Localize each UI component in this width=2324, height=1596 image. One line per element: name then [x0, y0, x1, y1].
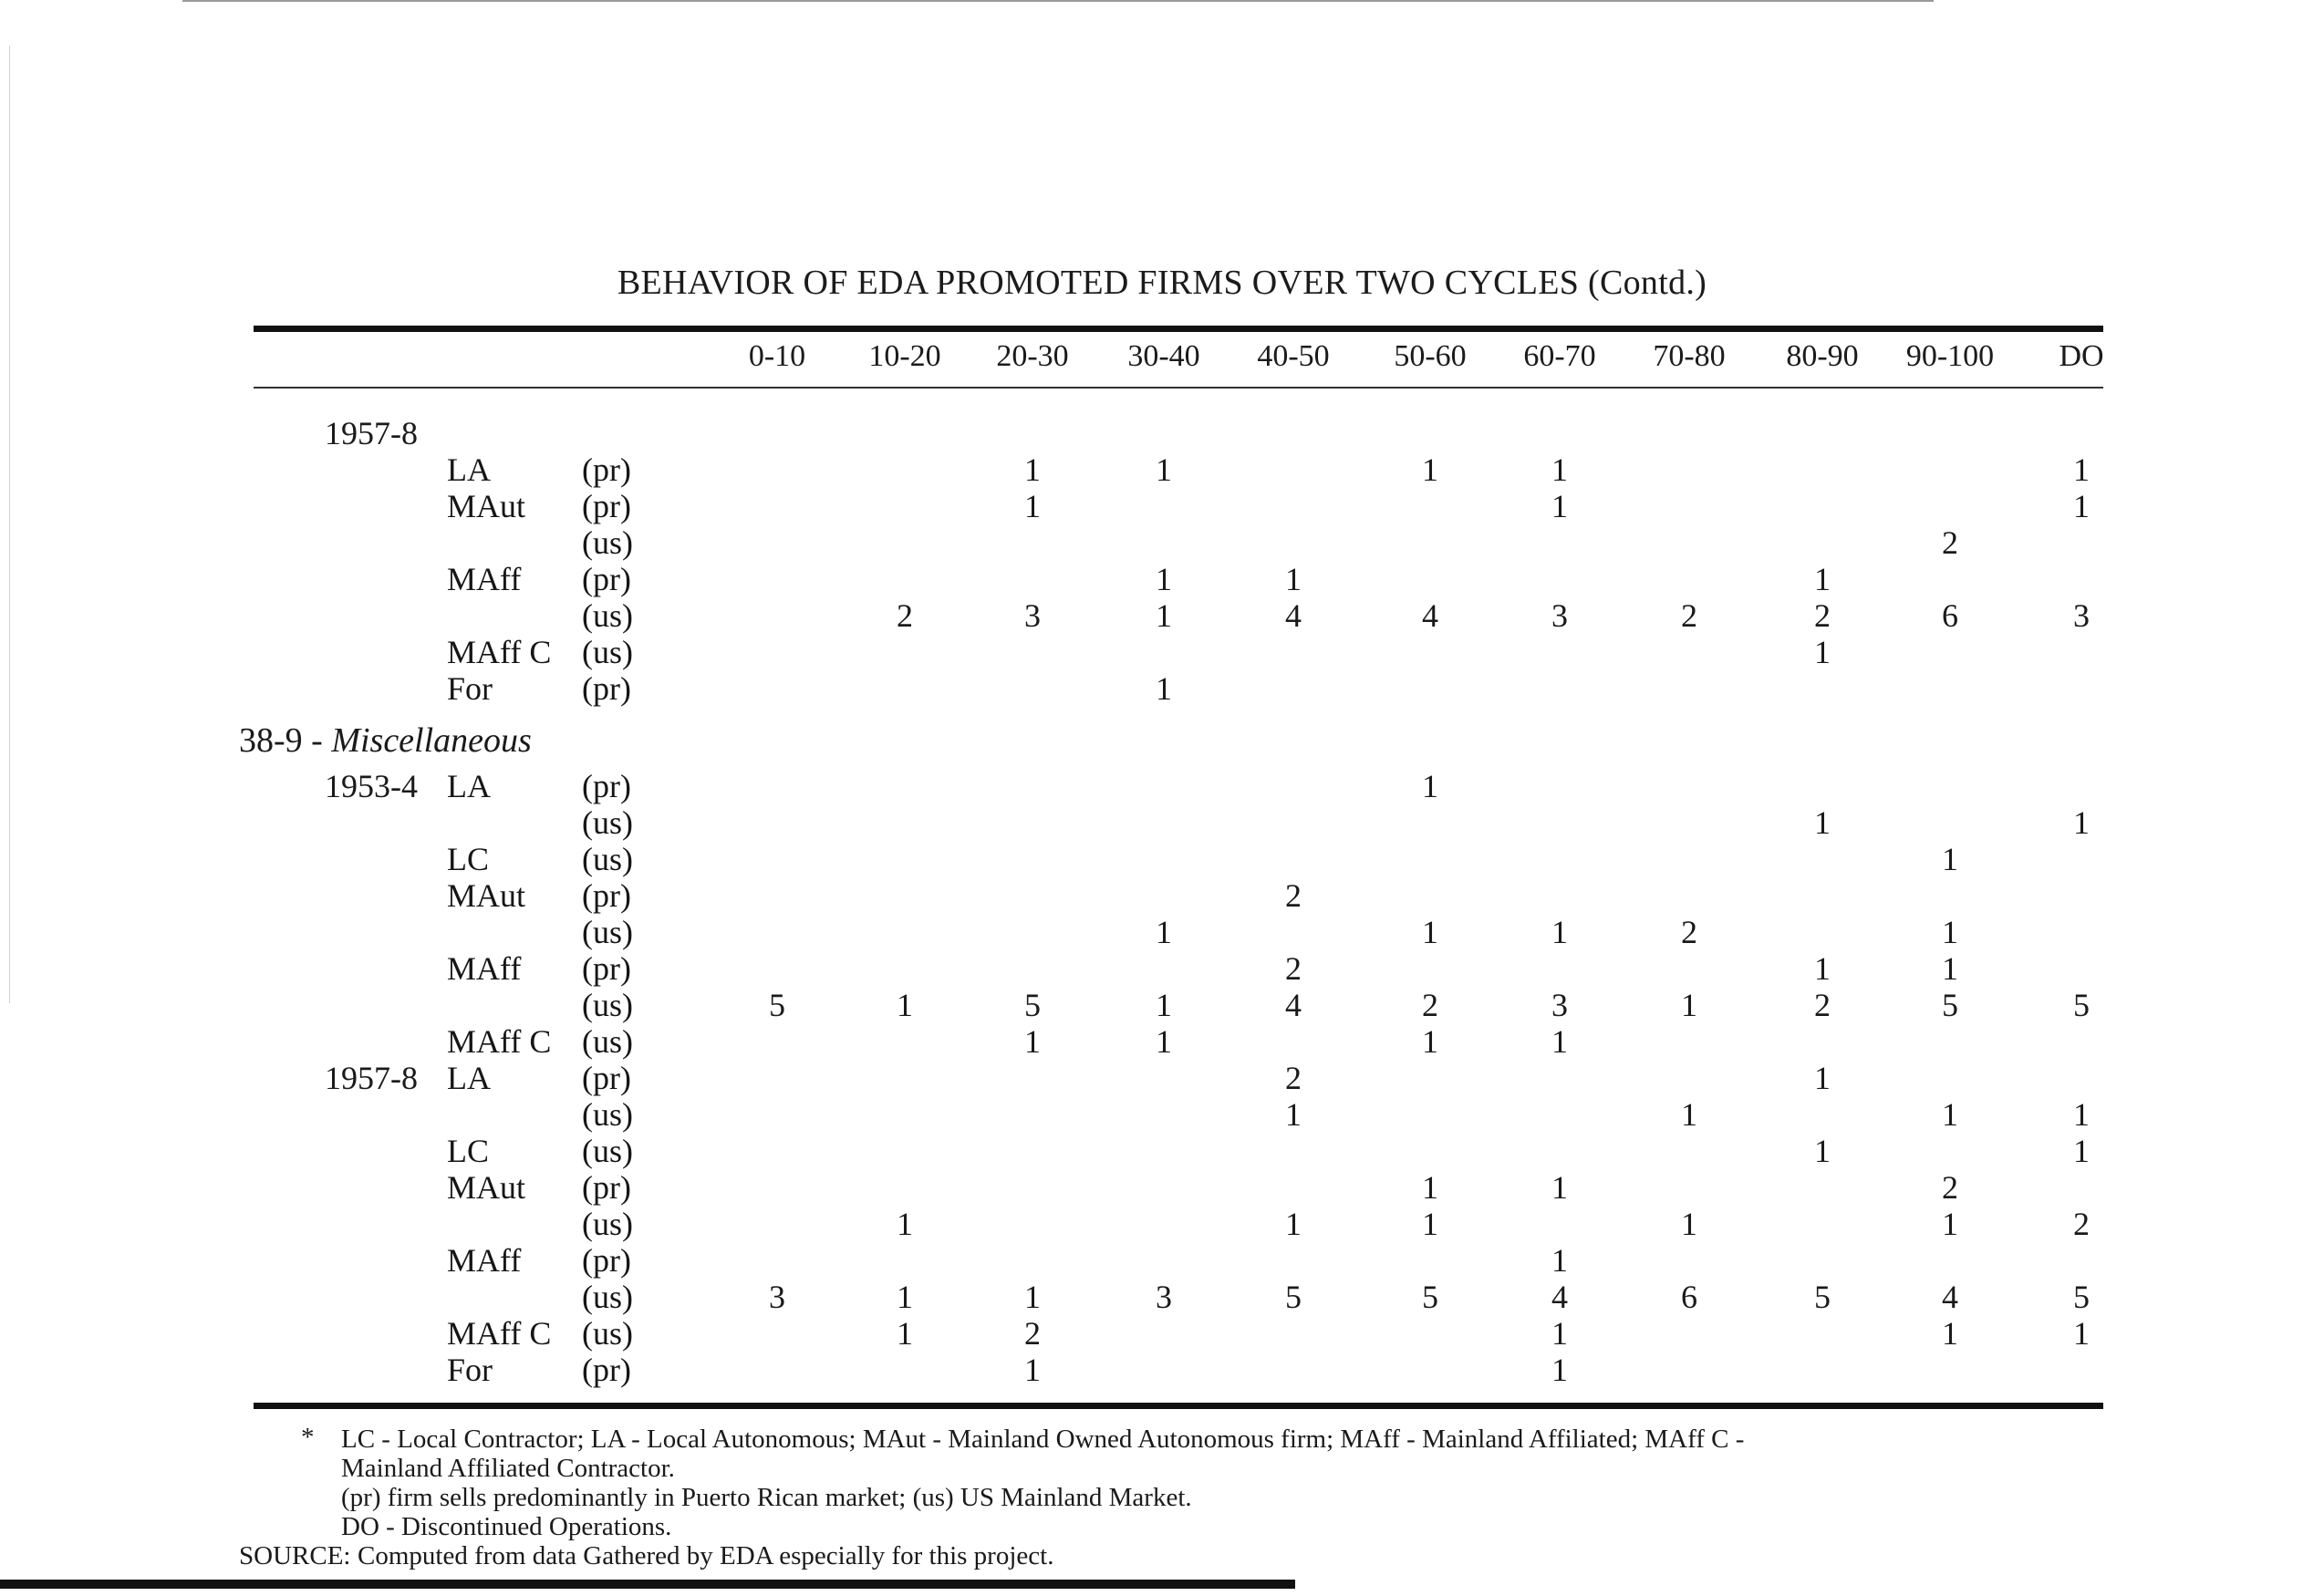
table-cell-value: 1: [1551, 1023, 1568, 1060]
row-market: (us): [582, 1133, 633, 1169]
table-cell-value: 4: [1551, 1279, 1568, 1315]
row-firm-type: MAut: [447, 488, 526, 524]
table-cell-value: 4: [1285, 987, 1302, 1023]
page-left-edge: [9, 46, 10, 1003]
page-bottom-edge: [0, 1580, 1295, 1589]
table-cell-value: 5: [1024, 987, 1041, 1023]
column-header: 50-60: [1394, 339, 1467, 373]
table-cell-value: 4: [1422, 597, 1438, 634]
row-market: (pr): [582, 488, 631, 524]
table-cell-value: 1: [1814, 804, 1831, 841]
table-title: BEHAVIOR OF EDA PROMOTED FIRMS OVER TWO CYCLES (Contd.): [617, 264, 1707, 302]
row-market: (pr): [582, 1352, 631, 1388]
table-cell-value: 3: [2073, 597, 2090, 634]
table-cell-value: 2: [1285, 1060, 1302, 1096]
table-cell-value: 1: [1551, 1242, 1568, 1279]
row-firm-type: MAff C: [447, 1023, 552, 1060]
row-market: (pr): [582, 877, 631, 914]
table-cell-value: 5: [769, 987, 785, 1023]
table-cell-value: 1: [1551, 1352, 1568, 1388]
table-cell-value: 3: [1024, 597, 1041, 634]
table-cell-value: 4: [1285, 597, 1302, 634]
footnote-line-4: DO - Discontinued Operations.: [341, 1512, 672, 1541]
row-market: (us): [582, 804, 633, 841]
column-header: 10-20: [868, 339, 941, 373]
table-cell-value: 1: [1942, 1096, 1958, 1133]
column-header: 30-40: [1127, 339, 1200, 373]
table-cell-value: 1: [1942, 950, 1958, 987]
table-cell-value: 2: [1024, 1315, 1041, 1352]
table-cell-value: 1: [1942, 841, 1958, 877]
table-cell-value: 1: [897, 1206, 913, 1242]
table-cell-value: 1: [1024, 1352, 1041, 1388]
table-cell-value: 1: [2073, 451, 2090, 488]
row-year: 1957-8: [325, 1060, 418, 1096]
column-header: 90-100: [1905, 339, 1995, 373]
table-cell-value: 2: [1942, 524, 1958, 561]
row-firm-type: MAut: [447, 1169, 526, 1206]
row-market: (us): [582, 1315, 633, 1352]
table-cell-value: 1: [2073, 1133, 2090, 1169]
table-cell-value: 2: [1942, 1169, 1958, 1206]
table-cell-value: 3: [1551, 597, 1568, 634]
table-cell-value: 3: [1156, 1279, 1172, 1315]
row-market: (us): [582, 1206, 633, 1242]
table-cell-value: 5: [2073, 1279, 2090, 1315]
table-cell-value: 1: [897, 1279, 913, 1315]
table-cell-value: 1: [1551, 488, 1568, 524]
header-bottom-rule: [254, 387, 2103, 389]
section-code: 38-9 -: [239, 721, 323, 760]
table-cell-value: 2: [1285, 950, 1302, 987]
table-cell-value: 1: [1551, 451, 1568, 488]
table-cell-value: 1: [2073, 1315, 2090, 1352]
row-firm-type: LC: [447, 1133, 490, 1169]
row-market: (us): [582, 841, 633, 877]
row-firm-type: LA: [447, 451, 491, 488]
table-cell-value: 2: [897, 597, 913, 634]
table-cell-value: 1: [1814, 561, 1831, 597]
column-header: 70-80: [1653, 339, 1726, 373]
table-cell-value: 1: [1156, 987, 1172, 1023]
page-top-edge: [182, 0, 1934, 2]
row-firm-type: LC: [447, 841, 490, 877]
table-cell-value: 2: [1285, 877, 1302, 914]
table-cell-value: 1: [1551, 1169, 1568, 1206]
column-header: 80-90: [1786, 339, 1859, 373]
row-firm-type: MAut: [447, 877, 526, 914]
row-market: (pr): [582, 768, 631, 804]
table-cell-value: 1: [1156, 1023, 1172, 1060]
table-cell-value: 1: [1422, 1206, 1438, 1242]
table-cell-value: 1: [1681, 1206, 1697, 1242]
source-label: SOURCE:: [239, 1541, 351, 1570]
table-cell-value: 3: [769, 1279, 785, 1315]
table-cell-value: 1: [1156, 914, 1172, 950]
table-cell-value: 6: [1942, 597, 1958, 634]
table-cell-value: 4: [1942, 1279, 1958, 1315]
column-header: 60-70: [1523, 339, 1596, 373]
row-market: (us): [582, 1023, 633, 1060]
row-market: (us): [582, 1096, 633, 1133]
table-cell-value: 1: [1285, 561, 1302, 597]
column-header: 0-10: [748, 339, 806, 373]
row-firm-type: MAff: [447, 561, 522, 597]
row-firm-type: LA: [447, 1060, 491, 1096]
table-cell-value: 6: [1681, 1279, 1697, 1315]
table-cell-value: 2: [1814, 987, 1831, 1023]
table-cell-value: 1: [1551, 1315, 1568, 1352]
table-cell-value: 1: [2073, 1096, 2090, 1133]
row-market: (pr): [582, 1242, 631, 1279]
table-cell-value: 1: [1422, 451, 1438, 488]
row-market: (pr): [582, 950, 631, 987]
table-cell-value: 1: [1024, 1279, 1041, 1315]
row-market: (us): [582, 914, 633, 950]
row-market: (us): [582, 1279, 633, 1315]
row-firm-type: For: [447, 670, 493, 707]
table-cell-value: 1: [1024, 488, 1041, 524]
table-cell-value: 1: [2073, 488, 2090, 524]
table-cell-value: 5: [1942, 987, 1958, 1023]
table-cell-value: 2: [1681, 597, 1697, 634]
footnote-line-2: Mainland Affiliated Contractor.: [341, 1454, 675, 1483]
column-header: 20-30: [996, 339, 1069, 373]
section-name: Miscellaneous: [331, 721, 532, 760]
table-cell-value: 1: [1285, 1206, 1302, 1242]
row-market: (pr): [582, 670, 631, 707]
table-cell-value: 1: [1024, 451, 1041, 488]
table-cell-value: 1: [1814, 950, 1831, 987]
table-cell-value: 1: [1814, 634, 1831, 670]
table-cell-value: 1: [1156, 561, 1172, 597]
table-cell-value: 1: [1681, 987, 1697, 1023]
row-market: (us): [582, 634, 633, 670]
row-market: (us): [582, 524, 633, 561]
row-market: (pr): [582, 451, 631, 488]
row-firm-type: For: [447, 1352, 493, 1388]
table-cell-value: 2: [2073, 1206, 2090, 1242]
row-firm-type: MAff: [447, 1242, 522, 1279]
row-market: (us): [582, 597, 633, 634]
table-cell-value: 2: [1422, 987, 1438, 1023]
table-cell-value: 1: [2073, 804, 2090, 841]
column-header: 40-50: [1257, 339, 1330, 373]
table-cell-value: 1: [1942, 914, 1958, 950]
row-year: 1953-4: [325, 768, 418, 804]
source-text: Computed from data Gathered by EDA especially for this project.: [358, 1541, 1054, 1570]
row-market: (pr): [582, 561, 631, 597]
table-cell-value: 1: [1422, 768, 1438, 804]
table-cell-value: 5: [1422, 1279, 1438, 1315]
table-top-rule: [254, 326, 2103, 332]
table-cell-value: 1: [1156, 451, 1172, 488]
year-label-1957-8-first: 1957-8: [325, 415, 418, 451]
column-header: DO: [2059, 339, 2104, 373]
table-cell-value: 1: [1422, 1169, 1438, 1206]
table-cell-value: 1: [1156, 597, 1172, 634]
footnote-marker: *: [301, 1423, 315, 1452]
table-cell-value: 1: [1942, 1315, 1958, 1352]
row-firm-type: MAff C: [447, 634, 552, 670]
table-cell-value: 5: [1285, 1279, 1302, 1315]
table-cell-value: 5: [1814, 1279, 1831, 1315]
table-cell-value: 1: [1814, 1060, 1831, 1096]
table-cell-value: 1: [1024, 1023, 1041, 1060]
table-cell-value: 1: [1942, 1206, 1958, 1242]
section-heading: [239, 720, 532, 761]
table-cell-value: 1: [1285, 1096, 1302, 1133]
table-cell-value: 1: [1551, 914, 1568, 950]
row-market: (pr): [582, 1060, 631, 1096]
table-cell-value: 1: [897, 1315, 913, 1352]
table-cell-value: 1: [1422, 914, 1438, 950]
table-cell-value: 1: [1422, 1023, 1438, 1060]
row-firm-type: MAff C: [447, 1315, 552, 1352]
row-market: (us): [582, 987, 633, 1023]
table-cell-value: 3: [1551, 987, 1568, 1023]
footnote-line-1: LC - Local Contractor; LA - Local Autonomous; MAut - Mainland Owned Autonomous firm; MAff - Mainland Affiliated; MAff C -: [341, 1425, 1745, 1454]
table-cell-value: 2: [1681, 914, 1697, 950]
row-market: (pr): [582, 1169, 631, 1206]
table-cell-value: 2: [1814, 597, 1831, 634]
footnote-line-3: (pr) firm sells predominantly in Puerto Rican market; (us) US Mainland Market.: [341, 1483, 1192, 1512]
table-cell-value: 1: [1814, 1133, 1831, 1169]
row-firm-type: MAff: [447, 950, 522, 987]
table-bottom-rule: [254, 1403, 2103, 1409]
table-cell-value: 5: [2073, 987, 2090, 1023]
row-firm-type: LA: [447, 768, 491, 804]
table-cell-value: 1: [1681, 1096, 1697, 1133]
table-cell-value: 1: [897, 987, 913, 1023]
table-cell-value: 1: [1156, 670, 1172, 707]
